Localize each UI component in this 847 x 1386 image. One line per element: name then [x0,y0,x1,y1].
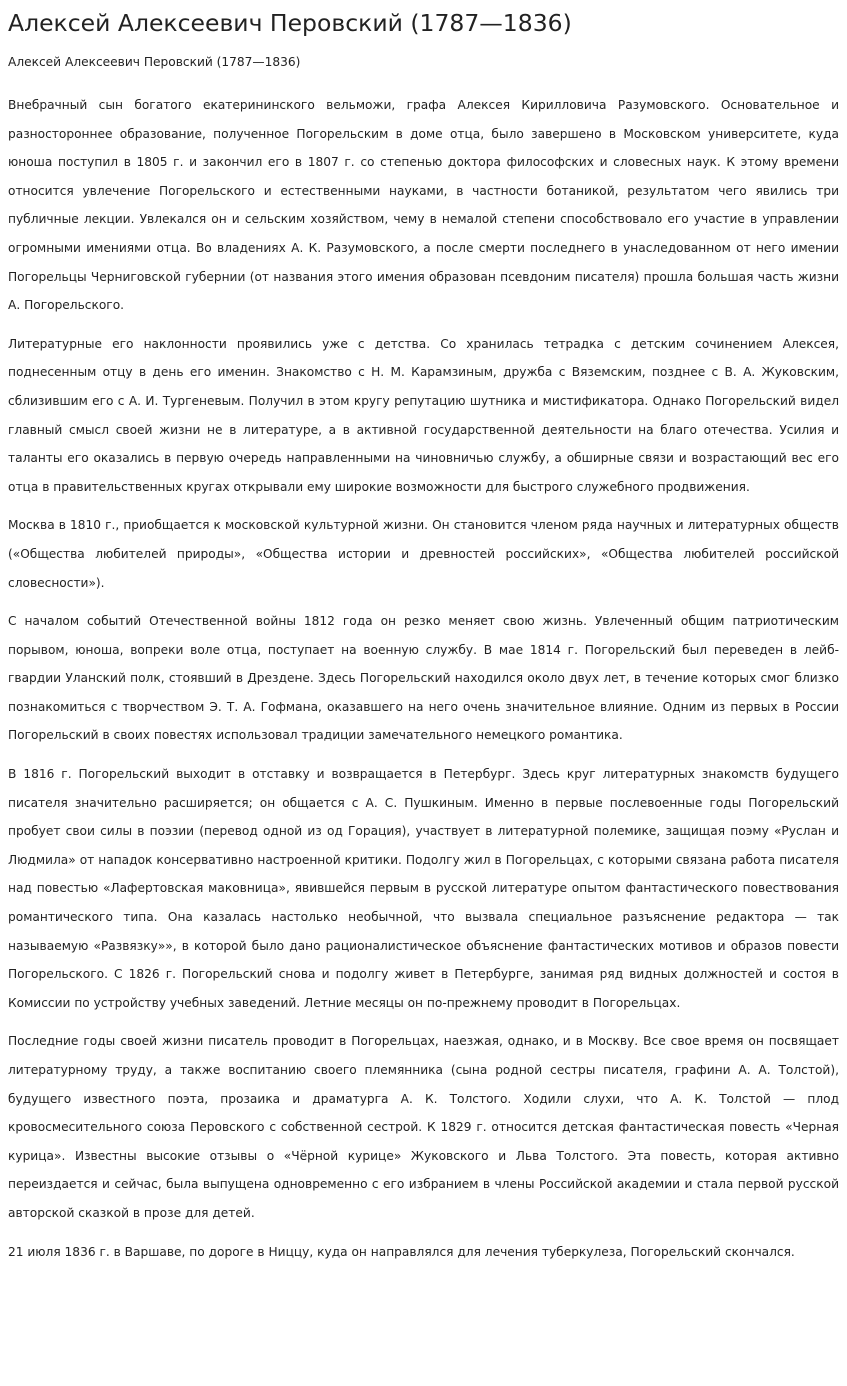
paragraph-death: 21 июля 1836 г. в Варшаве, по дороге в Ниццу, куда он направлялся для лечения туберкулеза, Погорельский скончался. [8,1244,795,1259]
paragraph-moscow-1810: Москва в 1810 г., приобщается к московской культурной жизни. Он становится членом ряда научных и литературных обществ («Общества любителей природы», «Общества истории и древностей российских», «Общества любителей российской словесности»). [8,518,839,590]
article-subtitle: Алексей Алексеевич Перовский (1787—1836) [8,55,301,69]
paragraph-literary-inclinations: Литературные его наклонности проявились уже с детства. Со хранилась тетрадка с детским сочинением Алексея, поднесенным отцу в день его именин. Знакомство с Н. М. Карамзиным, дружба с Вяземским, позднее с В. А. Жуковским, сблизившим его с А. И. Тургеневым. Получил в этом кругу репутацию шутника и мистификатора. Однако Погорельский видел главный смысл своей жизни не в литературе, а в активной государственной деятельности на благо отечества. Усилия и таланты его оказались в первую очередь направленными на чиновничью службу, а обширные связи и возрастающий вес его отца в правительственных кругах открывали ему широкие возможности для быстрого служебного продвижения. [8,336,839,494]
paragraph-origin-education: Внебрачный сын богатого екатерининского вельможи, графа Алексея Кирилловича Разумовского. Основательное и разностороннее образование, полученное Погорельским в доме отца, было завершено в Московском университете, куда юноша поступил в 1805 г. и закончил его в 1807 г. со степенью доктора философских и словесных наук. К этому времени относится увлечение Погорельского и естественными науками, в частности ботаникой, результатом чего явились три публичные лекции. Увлекался он и сельским хозяйством, чему в немалой степени способствовало его участие в управлении огромными имениями отца. Во владениях А. К. Разумовского, а после смерти последнего в унаследованном от него имении Погорельцы Черниговской губернии (от названия этого имения образован псевдоним писателя) прошла большая часть жизни А. Погорельского. [8,98,839,313]
paragraph-war-1812: С началом событий Отечественной войны 1812 года он резко меняет свою жизнь. Увлеченный общим патриотическим порывом, юноша, вопреки воле отца, поступает на военную службу. В мае 1814 г. Погорельский был переведен в лейб-гвардии Уланский полк, стоявший в Дрездене. Здесь Погорельский находился около двух лет, в течение которых смог близко познакомиться с творчеством Э. Т. А. Гофмана, оказавшего на него очень значительное влияние. Одним из первых в России Погорельский в своих повестях использовал традиции замечательного немецкого романтика. [8,614,839,743]
paragraph-last-years: Последние годы своей жизни писатель проводит в Погорельцах, наезжая, однако, и в Москву. Все свое время он посвящает литературному труду, а также воспитанию своего племянника (сына родной сестры писателя, графини А. А. Толстой), будущего известного поэта, прозаика и драматурга А. К. Толстого. Ходили слухи, что А. К. Толстой — плод кровосмесительного союза Перовского с собственной сестрой. К 1829 г. относится детская фантастическая повесть «Черная курица». Известны высокие отзывы о «Чёрной курице» Жуковского и Льва Толстого. Эта повесть, которая активно переиздается и сейчас, была выпущена одновременно с его избранием в члены Российской академии и стала первой русской авторской сказкой в прозе для детей. [8,1034,839,1220]
paragraph-petersburg-1816: В 1816 г. Погорельский выходит в отставку и возвращается в Петербург. Здесь круг литературных знакомств будущего писателя значительно расширяется; он общается с А. С. Пушкиным. Именно в первые послевоенные годы Погорельский пробует свои силы в поэзии (перевод одной из од Горация), участвует в литературной полемике, защищая поэму «Руслан и Людмила» от нападок консервативно настроенной критики. Подолгу жил в Погорельцах, с которыми связана работа писателя над повестью «Лафертовская маковница», явившейся первым в русской литературе опытом фантастического повествования романтического типа. Она казалась настолько необычной, что вызвала специальное разъяснение редактора — так называемую «Развязку»», в которой было дано рационалистическое объяснение фантастических мотивов и образов повести Погорельского. С 1826 г. Погорельский снова и подолгу живет в Петербурге, занимая ряд видных должностей и состоя в Комиссии по устройству учебных заведений. Летние месяцы он по-прежнему проводит в Погорельцах. [8,767,839,1010]
page-title: Алексей Алексеевич Перовский (1787—1836) [8,9,572,37]
article-body [8,91,839,1266]
